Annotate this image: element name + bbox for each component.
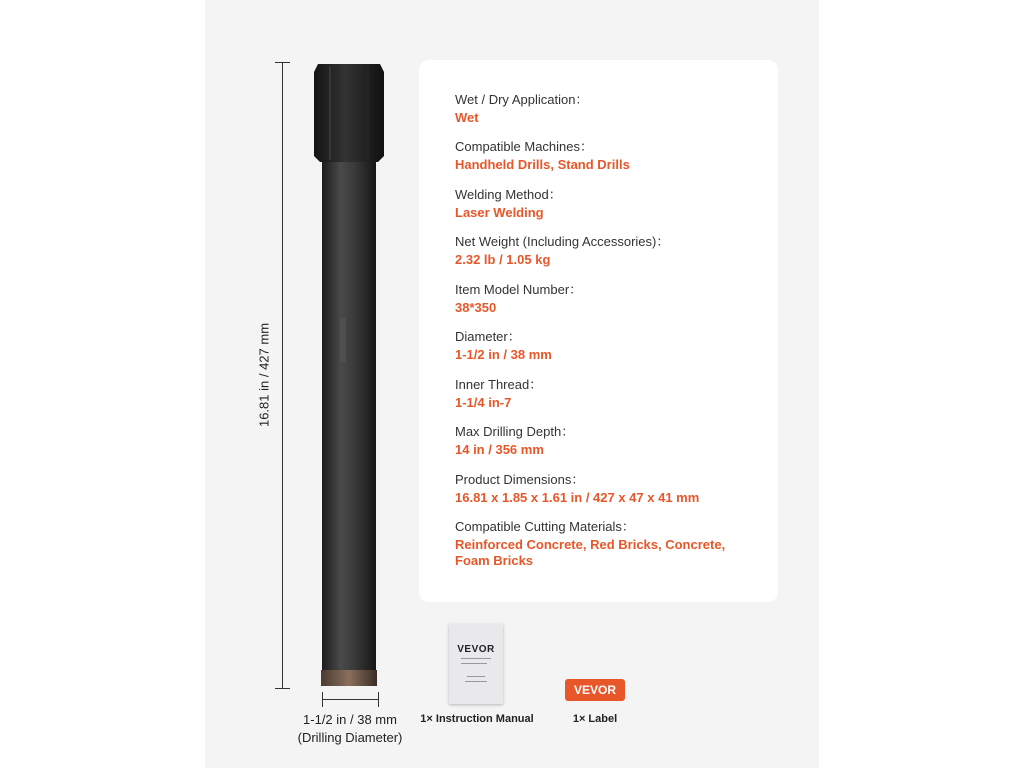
diameter-dimension-cap-left	[322, 692, 323, 707]
spec-label: Compatible Cutting Materials：	[455, 519, 635, 534]
spec-wet-dry	[455, 91, 755, 126]
manual-text-line	[465, 681, 487, 682]
spec-label: Product Dimensions：	[455, 472, 585, 487]
length-dimension-cap-top	[275, 62, 290, 63]
spec-compatible-machines	[455, 138, 755, 173]
spec-label: Item Model Number：	[455, 282, 583, 297]
spec-value: Reinforced Concrete, Red Bricks, Concrete, Foam Bricks	[455, 537, 726, 568]
instruction-manual-image	[449, 624, 503, 704]
spec-inner-thread	[455, 376, 755, 411]
spec-label: Diameter：	[455, 329, 521, 344]
spec-value: 1-1/2 in / 38 mm	[455, 347, 552, 362]
spec-value: 2.32 lb / 1.05 kg	[455, 252, 551, 267]
manual-brand-logo: VEVOR	[457, 644, 495, 655]
spec-value: 1-1/4 in-7	[455, 395, 512, 410]
length-dimension-cap-bottom	[275, 688, 290, 689]
diameter-value: 1-1/2 in / 38 mm	[303, 712, 397, 727]
spec-label: Net Weight (Including Accessories)：	[455, 234, 670, 249]
diameter-note: (Drilling Diameter)	[297, 730, 403, 745]
spec-label: Welding Method：	[455, 187, 562, 202]
spec-label: Compatible Machines：	[455, 139, 594, 154]
spec-cutting-materials	[455, 518, 735, 569]
spec-product-dimensions	[455, 471, 755, 506]
spec-label: Wet / Dry Application：	[455, 92, 589, 107]
spec-max-drilling-depth	[455, 423, 755, 458]
spec-value: Laser Welding	[455, 205, 544, 220]
manual-text-line	[461, 663, 487, 664]
spec-value: 38*350	[455, 300, 497, 315]
diameter-dimension-cap-right	[378, 692, 379, 707]
spec-net-weight	[455, 233, 755, 268]
label-caption: 1× Label	[572, 713, 618, 725]
spec-model-number	[455, 281, 755, 316]
spec-welding-method	[455, 186, 755, 221]
spec-value: Wet	[455, 110, 479, 125]
spec-value: 16.81 x 1.85 x 1.61 in / 427 x 47 x 41 mm	[455, 490, 700, 505]
diameter-dimension-label	[298, 711, 403, 747]
vevor-label-badge: VEVOR	[565, 679, 625, 701]
manual-text-line	[467, 676, 485, 677]
manual-caption: 1× Instruction Manual	[420, 713, 534, 725]
length-dimension-line	[282, 62, 283, 688]
spec-label: Inner Thread：	[455, 377, 543, 392]
spec-value: 14 in / 356 mm	[455, 442, 544, 457]
manual-text-line	[461, 658, 491, 659]
spec-value: Handheld Drills, Stand Drills	[455, 157, 630, 172]
length-dimension-label: 16.81 in / 427 mm	[256, 322, 272, 428]
spec-label: Max Drilling Depth：	[455, 424, 575, 439]
diameter-dimension-line	[322, 699, 378, 700]
spec-diameter	[455, 328, 755, 363]
